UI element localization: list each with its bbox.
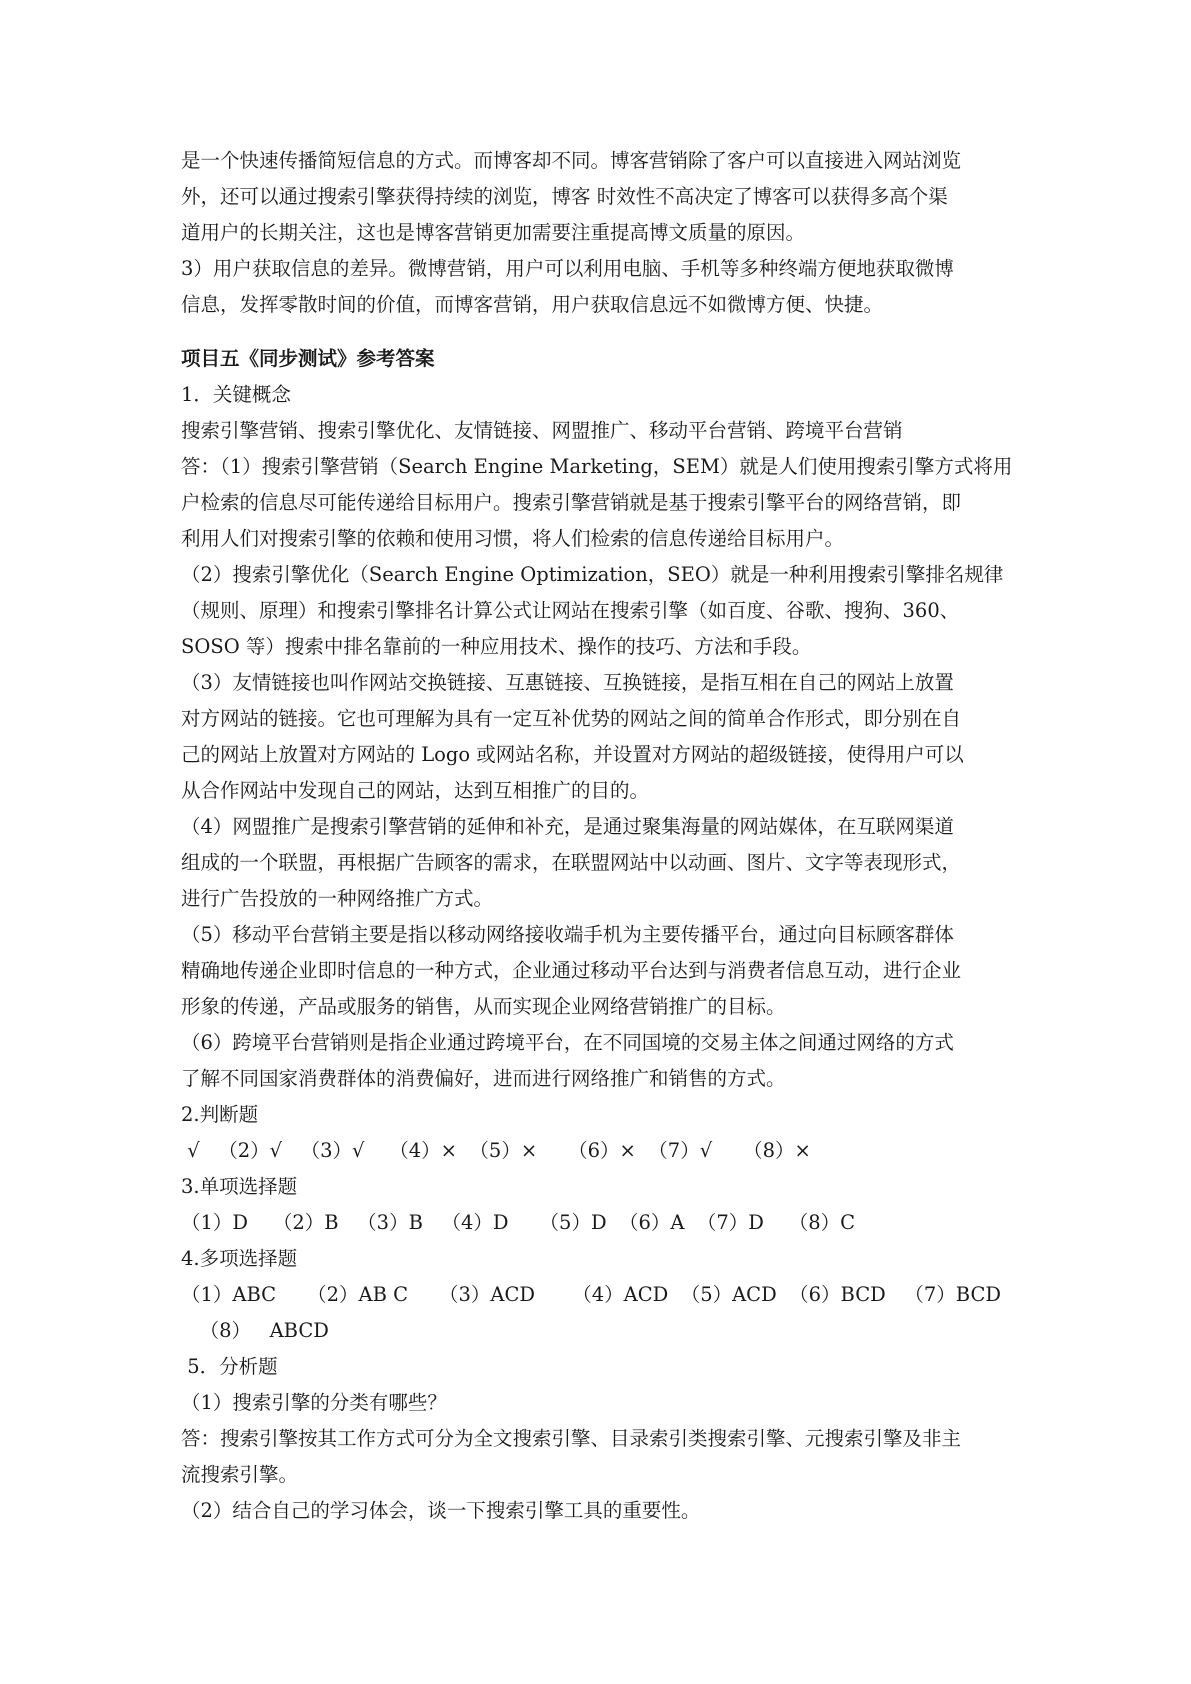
answer-line: （3）友情链接也叫作网站交换链接、互惠链接、互换链接，是指互相在自己的网站上放置 <box>181 671 954 694</box>
answer-line: （规则、原理）和搜索引擎排名计算公式让网站在搜索引擎（如百度、谷歌、搜狗、360、 <box>181 599 960 622</box>
section-title: 项目五《同步测试》参考答案 <box>181 347 435 370</box>
answer-line: 了解不同国家消费群体的消费偏好，进而进行网络推广和销售的方式。 <box>181 1067 786 1090</box>
intro-line: 信息，发挥零散时间的价值，而博客营销，用户获取信息远不如微博方便、快捷。 <box>181 293 884 316</box>
intro-line: 是一个快速传播简短信息的方式。而博客却不同。博客营销除了客户可以直接进入网站浏览 <box>181 149 962 172</box>
multi-choice-answers: （1）ABC （2）AB C （3）ACD （4）ACD （5）ACD （6）BCD （7）BCD <box>181 1283 1002 1306</box>
answer-line: 己的网站上放置对方网站的 Logo 或网站名称，并设置对方网站的超级链接，使得用户可以 <box>181 743 964 766</box>
intro-line: 3）用户获取信息的差异。微博营销，用户可以利用电脑、手机等多种终端方便地获取微博 <box>181 257 954 280</box>
analysis-question: （1）搜索引擎的分类有哪些？ <box>181 1391 447 1414</box>
answer-line: （5）移动平台营销主要是指以移动网络接收端手机为主要传播平台，通过向目标顾客群体 <box>181 923 954 946</box>
answer-line: 进行广告投放的一种网络推广方式。 <box>181 887 494 910</box>
multi-choice-heading: 4.多项选择题 <box>181 1247 298 1270</box>
answer-line: 从合作网站中发现自己的网站，达到互相推广的目的。 <box>181 779 650 802</box>
answer-line: 对方网站的链接。它也可理解为具有一定互补优势的网站之间的简单合作形式，即分别在自 <box>181 707 962 730</box>
analysis-answer: 流搜索引擎。 <box>181 1463 299 1486</box>
concepts-heading: 1．关键概念 <box>181 383 291 406</box>
answer-line: SOSO 等）搜索中排名靠前的一种应用技术、操作的技巧、方法和手段。 <box>181 635 812 658</box>
intro-line: 外，还可以通过搜索引擎获得持续的浏览，博客 时效性不高决定了博客可以获得多高个渠 <box>181 185 948 208</box>
document-body <box>181 143 1021 1529</box>
analysis-question: （2）结合自己的学习体会，谈一下搜索引擎工具的重要性。 <box>181 1499 701 1522</box>
answer-line: 答：（1）搜索引擎营销（Search Engine Marketing，SEM）就是人们使用搜索引擎方式将用 <box>181 455 1013 478</box>
analysis-answer: 答：搜索引擎按其工作方式可分为全文搜索引擎、目录索引类搜索引擎、元搜索引擎及非主 <box>181 1427 962 1450</box>
answer-line: （4）网盟推广是搜索引擎营销的延伸和补充，是通过聚集海量的网站媒体，在互联网渠道 <box>181 815 954 838</box>
analysis-heading: 5．分析题 <box>181 1355 278 1378</box>
judgment-answers: √ （2）√ （3）√ （4）× （5）× （6）× （7）√ （8）× <box>181 1139 811 1162</box>
answer-line: 形象的传递，产品或服务的销售，从而实现企业网络营销推广的目标。 <box>181 995 786 1018</box>
answer-line: 组成的一个联盟，再根据广告顾客的需求，在联盟网站中以动画、图片、文字等表现形式， <box>181 851 962 874</box>
judgment-heading: 2.判断题 <box>181 1103 259 1126</box>
concepts-list: 搜索引擎营销、搜索引擎优化、友情链接、网盟推广、移动平台营销、跨境平台营销 <box>181 419 903 442</box>
multi-choice-answers: （8） ABCD <box>181 1319 329 1342</box>
paragraph-gap <box>181 323 1021 341</box>
answer-line: （6）跨境平台营销则是指企业通过跨境平台，在不同国境的交易主体之间通过网络的方式 <box>181 1031 954 1054</box>
single-choice-answers: （1）D （2）B （3）B （4）D （5）D （6）A （7）D （8）C <box>181 1211 856 1234</box>
intro-line: 道用户的长期关注，这也是博客营销更加需要注重提高博文质量的原因。 <box>181 221 806 244</box>
answer-line: 利用人们对搜索引擎的依赖和使用习惯，将人们检索的信息传递给目标用户。 <box>181 527 845 550</box>
answer-line: （2）搜索引擎优化（Search Engine Optimization，SEO）就是一种利用搜索引擎排名规律 <box>181 563 1004 586</box>
answer-line: 精确地传递企业即时信息的一种方式，企业通过移动平台达到与消费者信息互动，进行企业 <box>181 959 962 982</box>
answer-line: 户检索的信息尽可能传递给目标用户。搜索引擎营销就是基于搜索引擎平台的网络营销，即 <box>181 491 962 514</box>
single-choice-heading: 3.单项选择题 <box>181 1175 298 1198</box>
